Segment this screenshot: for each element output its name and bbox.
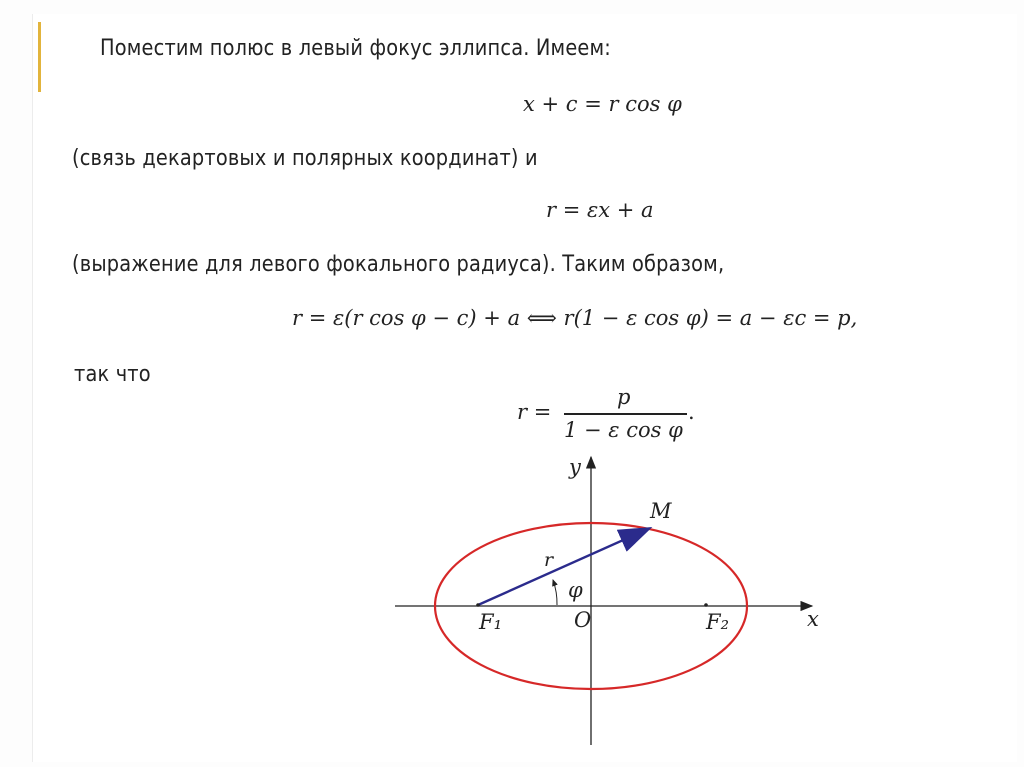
equation-4-denominator: 1 − ε cos φ: [564, 418, 683, 442]
equation-4-numerator: p: [617, 385, 631, 409]
equation-3-text: r = ε(r cos φ − c) + a ⟺ r(1 − ε cos φ) = a − εc = p,: [292, 306, 858, 330]
y-axis-label: y: [569, 455, 581, 479]
equation-2-text: r = εx + a: [546, 198, 654, 222]
origin-label: O: [574, 608, 592, 632]
so-that-text: так что: [74, 362, 151, 387]
radius-label: r: [544, 549, 554, 571]
angle-label: φ: [568, 578, 583, 602]
intro-text: Поместим полюс в левый фокус эллипса. Имеем:: [100, 36, 611, 61]
radius-vector: [478, 529, 648, 605]
note-1-text: (связь декартовых и полярных координат) и: [72, 146, 538, 171]
focus-1-label: F₁: [479, 610, 502, 634]
angle-arc: [553, 580, 557, 605]
x-axis-label: x: [807, 607, 819, 631]
focus-1-point: [476, 603, 480, 607]
note-2-text: (выражение для левого фокального радиуса). Таким образом,: [72, 252, 725, 277]
equation-1-text: x + c = r cos φ: [523, 92, 682, 116]
focus-2-point: [704, 603, 708, 607]
equation-4-period: .: [688, 400, 695, 424]
focus-2-label: F₂: [706, 610, 729, 634]
equation-4-lhs: r =: [517, 400, 552, 424]
point-m-label: M: [650, 499, 672, 523]
